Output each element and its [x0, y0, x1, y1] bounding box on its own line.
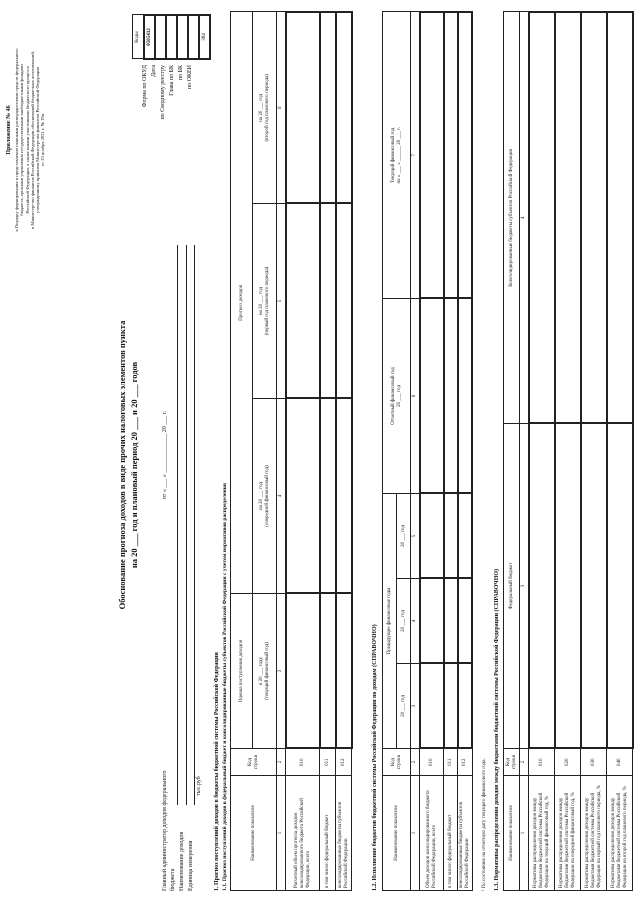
row-code: 012 — [336, 749, 352, 776]
codes-value-okud: 0505432 — [144, 15, 155, 59]
col-year-2 — [253, 204, 277, 399]
col-name-header: Наименование показателя — [383, 776, 411, 891]
appendix-line: утвержденному приказом Министерства финансов Российской Федерации — [35, 67, 41, 213]
row-code: 010 — [420, 749, 444, 776]
table-row — [555, 12, 581, 891]
codes-value-chapter — [177, 15, 188, 59]
cell-input[interactable] — [320, 12, 336, 204]
codes-label: по БК — [178, 65, 184, 81]
appendix-line: к Порядку формирования и представления главными распорядителями средств федерального — [14, 48, 19, 232]
row-name: Расчетный объем прогноза доходов консолидированного бюджета Российской Федерации, всего — [286, 776, 320, 891]
colnum: 4 — [411, 579, 420, 664]
section11-title: 1.1. Прогноз поступлений доходов в федеральный бюджет и консолидированные бюджеты субъектов Российской Федерации с учетом нормативов распределения — [222, 483, 228, 891]
codes-label: по Сводному реестру — [160, 65, 166, 120]
field-unit-label: Единица измерения — [188, 840, 194, 891]
footnote: ¹ По состоянию на отчетную дату текущего финансового года. — [482, 758, 487, 891]
col-expected-header: Оценка поступления доходов — [231, 594, 253, 749]
cell-input[interactable] — [420, 664, 444, 749]
col-prev-3: 20 ___ год — [397, 494, 411, 579]
row-code: 040 — [607, 749, 633, 776]
section1-title: 1. Прогноз поступлений доходов в бюджеты бюджетной системы Российской Федерации — [214, 652, 220, 891]
appendix-text — [14, 15, 46, 265]
codes-value-okei: 384 — [199, 15, 210, 59]
codes-table — [132, 14, 211, 60]
colnum: 4 — [277, 399, 286, 594]
cell-input[interactable] — [458, 664, 473, 749]
report-year: 20 ___ год — [396, 385, 402, 407]
section13-title: 1.3. Нормативы распределения доходов между бюджетами бюджетной системы Российской Федерации (СПРАВОЧНО) — [494, 568, 500, 891]
col-name-header: Наименование показателя — [504, 776, 520, 891]
table-row — [458, 12, 473, 891]
colnum: 2 — [277, 749, 286, 776]
cell-input[interactable] — [336, 594, 352, 749]
cell-input[interactable] — [336, 399, 352, 594]
cell-input[interactable] — [420, 299, 444, 494]
colnum: 4 — [520, 12, 529, 424]
cell-input[interactable] — [444, 299, 458, 494]
codes-label: Форма по ОКУД — [142, 65, 148, 108]
document-date: от « ___ » _____________ 20 ___ г. — [162, 410, 168, 500]
field-admin-label: Главный администратор доходов федерального — [162, 770, 168, 891]
field-unit-value: тыс.руб — [196, 776, 202, 796]
colnum: 3 — [277, 594, 286, 749]
year-1-note: (очередной финансовый год) — [264, 465, 270, 527]
row-code: 011 — [320, 749, 336, 776]
year-1-text: на 20 ___ год — [258, 482, 264, 510]
cell-input[interactable] — [286, 12, 320, 204]
current-date: на « ___ » ______ 20 ___ г. — [396, 127, 402, 184]
cell-input[interactable] — [458, 12, 473, 299]
cell-input[interactable] — [555, 12, 581, 424]
cell-input[interactable] — [607, 12, 633, 424]
col-year-3 — [253, 12, 277, 204]
section12-title: 1.2. Исполнение бюджетов бюджетной системы Российской Федерации по доходам (СПРАВОЧНО) — [372, 624, 378, 891]
year-2-note: (первый год планового периода) — [264, 266, 270, 336]
cell-input[interactable] — [458, 494, 473, 579]
cell-input[interactable] — [555, 424, 581, 749]
colnum: 1 — [411, 776, 420, 891]
cell-input[interactable] — [581, 12, 607, 424]
row-name: консолидированные бюджеты субъектов Российской Федерации — [336, 776, 352, 891]
colnum: 5 — [277, 204, 286, 399]
col-prev-2: 20 ___ год — [397, 579, 411, 664]
table-row — [444, 12, 458, 891]
cell-input[interactable] — [420, 494, 444, 579]
col-code-header: Код строки — [504, 749, 520, 776]
cell-input[interactable] — [529, 12, 555, 424]
codes-labels — [142, 65, 196, 205]
row-name: Нормативы распределения доходов между бюджетами бюджетной системы Российской Федерации на очередной финансовый год, % — [555, 776, 581, 891]
row-name: Объем доходов консолидированного бюджета Российской Федерации, всего — [420, 776, 444, 891]
col-forecast-header: Прогноз доходов — [231, 12, 253, 594]
table-row — [336, 12, 352, 891]
cell-input[interactable] — [320, 594, 336, 749]
cell-input[interactable] — [607, 424, 633, 749]
expected-year-text: в 20 ___ году — [258, 657, 264, 685]
cell-input[interactable] — [458, 299, 473, 494]
col-code-header: Код строки — [231, 749, 277, 776]
appendix-title: Приложение № 46 — [6, 105, 12, 155]
year-3-note: (второй год планового периода) — [264, 74, 270, 142]
cell-input[interactable] — [286, 204, 320, 399]
colnum: 2 — [411, 749, 420, 776]
row-name: Нормативы распределения доходов между бюджетами бюджетной системы Российской Федерации на первый год планового периода, % — [581, 776, 607, 891]
colnum: 6 — [277, 12, 286, 204]
codes-label: Дата — [151, 65, 157, 77]
row-code: 020 — [555, 749, 581, 776]
colnum: 5 — [411, 494, 420, 579]
cell-input[interactable] — [444, 579, 458, 664]
colnum: 2 — [520, 749, 529, 776]
report-title: Отчетный финансовый год — [390, 367, 396, 425]
col-year-1 — [253, 399, 277, 594]
expected-year-note: (текущий финансовый год) — [264, 642, 270, 700]
document-title: Обоснование прогноза доходов в виде прочих налоговых элементов пункта — [117, 320, 127, 610]
cell-input[interactable] — [458, 579, 473, 664]
table-row — [420, 12, 444, 891]
col-code-header: Код строки — [383, 749, 411, 776]
codes-label: Глава по БК — [169, 65, 175, 96]
colnum: 1 — [277, 776, 286, 891]
cell-input[interactable] — [581, 424, 607, 749]
col-cons-header: Консолидированные бюджеты субъектов Российской Федерации — [504, 12, 520, 424]
table-row — [607, 12, 633, 891]
row-code: 012 — [458, 749, 473, 776]
col-current-header — [383, 12, 411, 299]
row-code: 010 — [529, 749, 555, 776]
field-line — [194, 245, 195, 805]
row-name: в том числе: федеральный бюджет — [320, 776, 336, 891]
appendix-line: от 23 ноября 2021 г. № 19н — [40, 113, 46, 167]
col-expected-year — [253, 594, 277, 749]
row-name: Нормативы распределения доходов между бюджетами бюджетной системы Российской Федерации на второй год планового периода, % — [607, 776, 633, 891]
document-title-period: на 20 ___ год и плановый период 20 ___ и 20 ___ годов — [129, 361, 139, 569]
col-prev-header: Предыдущие финансовые годы — [383, 494, 397, 749]
appendix-line: в Министерство финансов Российской Федерации обоснований бюджетных ассигнований, — [29, 51, 35, 229]
cell-input[interactable] — [444, 664, 458, 749]
field-line — [177, 245, 178, 805]
row-name: в том числе: федеральный бюджет — [444, 776, 458, 891]
colnum: 6 — [411, 299, 420, 494]
execution-table — [382, 11, 473, 891]
cell-input[interactable] — [286, 594, 320, 749]
colnum: 3 — [411, 664, 420, 749]
table-row — [286, 12, 320, 891]
current-title: Текущий финансовый год — [390, 127, 396, 183]
cell-input[interactable] — [420, 579, 444, 664]
cell-input[interactable] — [320, 204, 336, 399]
cell-input[interactable] — [529, 424, 555, 749]
codes-header: Коды — [133, 15, 145, 59]
cell-input[interactable] — [336, 12, 352, 204]
row-name: консолидированные бюджеты субъектов Российской Федерации — [458, 776, 473, 891]
codes-label: по ОКЕИ — [187, 65, 193, 90]
forecast-table — [230, 11, 353, 891]
cell-input[interactable] — [420, 12, 444, 299]
codes-value-date — [155, 15, 166, 59]
row-code: 010 — [286, 749, 320, 776]
year-3-text: на 20 ___ год — [258, 93, 264, 122]
appendix-line: бюджета, органами управления государственными внебюджетными фондами — [19, 64, 25, 216]
colnum: 7 — [411, 12, 420, 299]
field-income-label: Наименование доходов — [179, 831, 185, 891]
table-row — [529, 12, 555, 891]
row-code: 011 — [444, 749, 458, 776]
col-prev-1: 20 ___ год — [397, 664, 411, 749]
codes-value-bk — [188, 15, 199, 59]
col-fed-header: Федеральный бюджет — [504, 424, 520, 749]
row-code: 030 — [581, 749, 607, 776]
table-row — [581, 12, 607, 891]
year-2-text: на 20 ___ год — [258, 287, 264, 315]
colnum: 1 — [520, 776, 529, 891]
appendix-line: Российской Федерации, а также иными участниками бюджетного процесса — [24, 66, 30, 214]
norms-table — [503, 11, 634, 891]
col-name-header: Наименование показателя — [231, 776, 277, 891]
cell-input[interactable] — [320, 399, 336, 594]
codes-value-registry — [166, 15, 177, 59]
cell-input[interactable] — [286, 399, 320, 594]
col-report-header — [383, 299, 411, 494]
row-name: Нормативы распределения доходов между бюджетами бюджетной системы Российской Федерации на текущий финансовый год, % — [529, 776, 555, 891]
header-fields — [162, 691, 204, 891]
field-line — [186, 245, 187, 805]
table-row — [320, 12, 336, 891]
cell-input[interactable] — [444, 12, 458, 299]
colnum: 3 — [520, 424, 529, 749]
cell-input[interactable] — [336, 204, 352, 399]
cell-input[interactable] — [444, 494, 458, 579]
field-admin-label-2: бюджета — [170, 868, 176, 891]
